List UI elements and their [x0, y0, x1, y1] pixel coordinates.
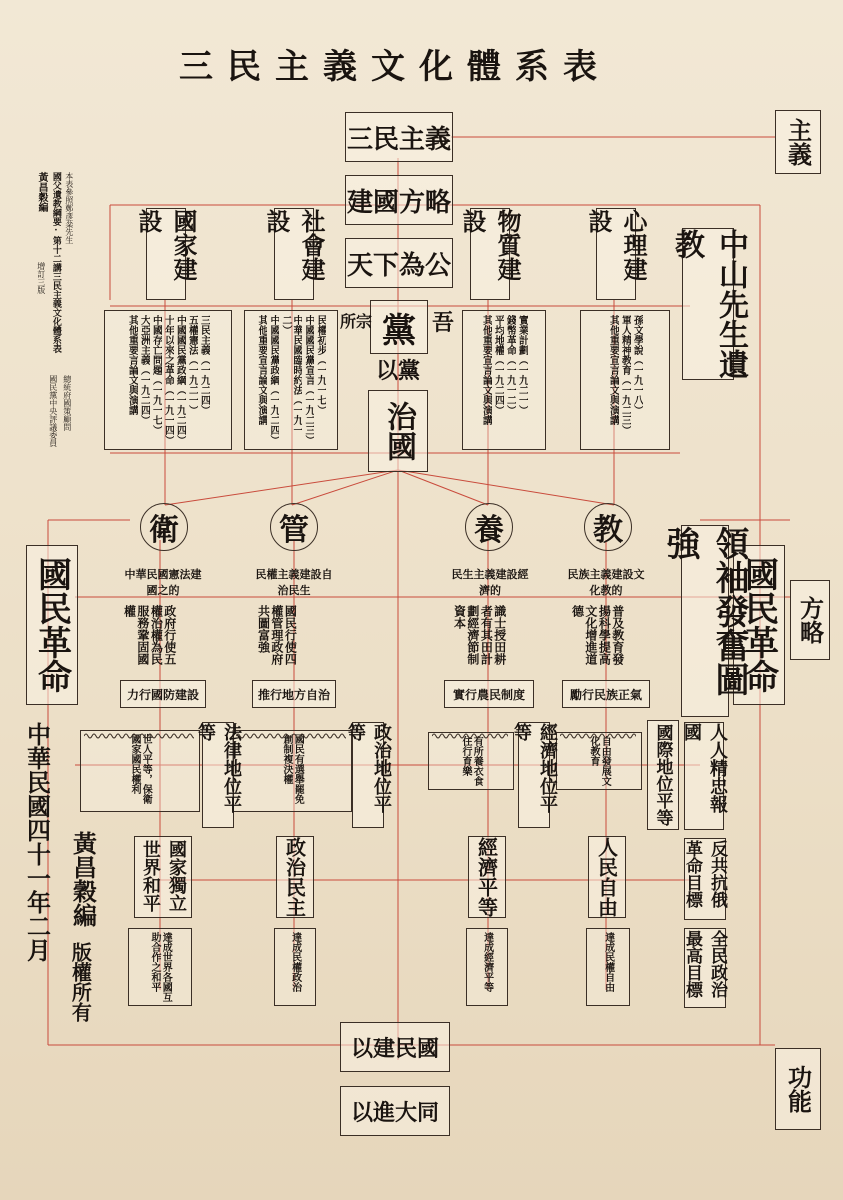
- construction-head-xinli: 心理建設: [596, 208, 636, 300]
- renren-box: 人人精忠報國: [684, 722, 724, 830]
- construction-work-item: 平均地權（一九二四）: [492, 315, 504, 415]
- action-yang: 實行農民制度: [444, 680, 534, 708]
- sun-yijiao-box: 中山先生遺教: [669, 229, 748, 379]
- label-fanglue: 方略: [790, 580, 830, 660]
- pillar-head-wei: 中華民國憲法建國之的: [124, 568, 202, 597]
- pillar-item-yang: 識士授田耕者有其田計劃經濟節制資本: [452, 605, 507, 665]
- construction-work-item: 中國國民黨政綱（一九二四）: [174, 315, 186, 445]
- quanmin-box: 全民政治最高目標: [684, 928, 726, 1008]
- goal-detail-zhengzhi: 達成民權政治: [274, 928, 316, 1006]
- sanmin-zhuyi-box: 三民主義: [345, 112, 453, 162]
- goal-detail-renmin: 達成民權自由: [586, 928, 630, 1006]
- construction-work-item: 中國國民黨政綱（一九二四）: [268, 315, 279, 445]
- wudang-right: 所宗: [340, 312, 373, 331]
- left-note-5: 總統府國策顧問: [62, 375, 72, 431]
- equal-zhengzhi: 政治地位平等: [352, 722, 384, 828]
- bottom-jindatong: 以進大同: [340, 1086, 450, 1136]
- wave-box-guan: 國民有選舉罷免創制複決權: [232, 730, 352, 812]
- pillar-item-jiao: 普及教育發揚科學提高文化增進道德: [570, 605, 625, 665]
- action-guan: 推行地方自治: [252, 680, 336, 708]
- construction-work-item: 軍人精神教育（一九二三）: [619, 315, 631, 435]
- goal-jingji: 經濟平等: [468, 836, 506, 918]
- goal-renmin: 人民自由: [588, 836, 626, 918]
- construction-work-item: 孫文學說（一九一八）: [631, 315, 643, 415]
- construction-works-xinli: [580, 310, 670, 450]
- construction-works-shehui: [244, 310, 338, 450]
- lingxiu-box: [681, 525, 729, 717]
- wave-box-wei: 世人平等，保衛國家國民權利: [80, 730, 200, 812]
- construction-work-item: 其他重要宣言論文與演講: [607, 315, 619, 425]
- left-note-3: 黃昌穀編: [36, 172, 47, 212]
- guomin-geming-right: 國民革命: [733, 545, 785, 705]
- construction-work-item: 大亞洲主義（一九二四）: [138, 315, 150, 425]
- pillar-item-guan: 國民行使四權管理政府共圖富強: [256, 605, 298, 665]
- construction-works-guojia: [104, 310, 232, 450]
- page-title: 三民主義文化體系表: [179, 47, 611, 87]
- rights-label: 版權所有: [68, 942, 93, 1022]
- wave-decoration: [236, 732, 346, 740]
- date-label: 中華民國四十一年二月: [22, 722, 52, 962]
- construction-work-item: 中華民國臨時約法（一九一二）: [280, 315, 302, 435]
- zhiguo-box: 治國: [368, 390, 428, 472]
- pillar-wei: 衛: [140, 503, 188, 551]
- construction-head-guojia: 國家建設: [146, 208, 186, 300]
- jianguo-fanglue-box: 建國方略: [345, 175, 453, 225]
- construction-work-item: 十年以來之革命（一九一四）: [162, 315, 174, 445]
- equal-guoji: 國際地位平等: [647, 720, 679, 830]
- construction-work-item: 實業計劃（一九二一）: [516, 315, 528, 415]
- wave-decoration: [432, 732, 508, 740]
- construction-work-item: 其他重要宣言論文與演講: [256, 315, 267, 425]
- construction-head-wuzhi: 物質建設: [470, 208, 510, 300]
- left-note-2: 國父遺教綱要·第十二講三民主義文化體系表: [50, 172, 61, 353]
- equal-falu: 法律地位平等: [202, 722, 234, 828]
- pillar-head-yang: 民生主義建設經濟的: [451, 568, 529, 597]
- tianxia-weigong-box: 天下為公: [345, 238, 453, 288]
- author-label: 黃昌穀編: [68, 831, 98, 927]
- left-note-4: 增訂三版: [36, 262, 46, 294]
- left-note-6: 國民黨中央評議委員: [48, 375, 58, 447]
- pillar-guan: 管: [270, 503, 318, 551]
- construction-work-item: 錢幣革命（一九一二）: [504, 315, 516, 415]
- pillar-head-guan: 民權主義建設自治民生: [255, 568, 333, 597]
- wave-decoration: [84, 732, 194, 740]
- goal-guojia: 國家獨立世界和平: [134, 836, 192, 918]
- label-gongneng: 功能: [775, 1048, 821, 1130]
- goal-zhengzhi: 政治民主: [276, 836, 314, 918]
- wudang-left: 吾: [432, 310, 455, 336]
- goal-detail-jingji: 達成經濟平等: [466, 928, 508, 1006]
- pillar-head-jiao: 民族主義建設文化教的: [567, 568, 645, 597]
- construction-work-item: 三民主義（一九二四）: [198, 315, 210, 415]
- construction-works-wuzhi: [462, 310, 546, 450]
- wave-decoration: [560, 732, 636, 740]
- wudang-box: 黨: [370, 300, 428, 354]
- goal-detail-guojia: 達成世界各國互助合作之和平: [128, 928, 192, 1006]
- construction-work-item: 其他重要宣言論文與演講: [480, 315, 492, 425]
- pillar-jiao: 教: [584, 503, 632, 551]
- yidang-label: 以黨: [375, 358, 420, 384]
- construction-head-shehui: 社會建設: [274, 208, 314, 300]
- guomin-geming-left: 國民革命: [26, 545, 78, 705]
- fangong-box: 反共抗俄革命目標: [684, 838, 726, 920]
- construction-work-item: 其他重要言論文與演講: [126, 315, 138, 415]
- equal-jingji: 經濟地位平等: [518, 722, 550, 828]
- wave-box-jiao: 自由發展文化教育: [556, 732, 642, 790]
- action-wei: 力行國防建設: [120, 680, 206, 708]
- action-jiao: 勵行民族正氣: [562, 680, 650, 708]
- left-note-1: 本表參照鄭彥棻先生: [64, 172, 74, 244]
- label-zhuyi: 主義: [775, 110, 821, 174]
- pillar-item-wei: 政府行使五權治權為民服務鞏固國權: [122, 605, 177, 665]
- construction-work-item: 五權憲法（一九二一）: [186, 315, 198, 415]
- pillar-yang: 養: [465, 503, 513, 551]
- construction-work-item: 中國存亡問題（一九一七）: [150, 315, 162, 435]
- construction-work-item: 中國國民黨宣言（一九二三）: [303, 315, 314, 445]
- bottom-jianminguo: 以建民國: [340, 1022, 450, 1072]
- construction-work-item: 民權初步（一九一七）: [315, 315, 326, 415]
- wave-box-yang: 有所養衣食住行育樂: [428, 732, 514, 790]
